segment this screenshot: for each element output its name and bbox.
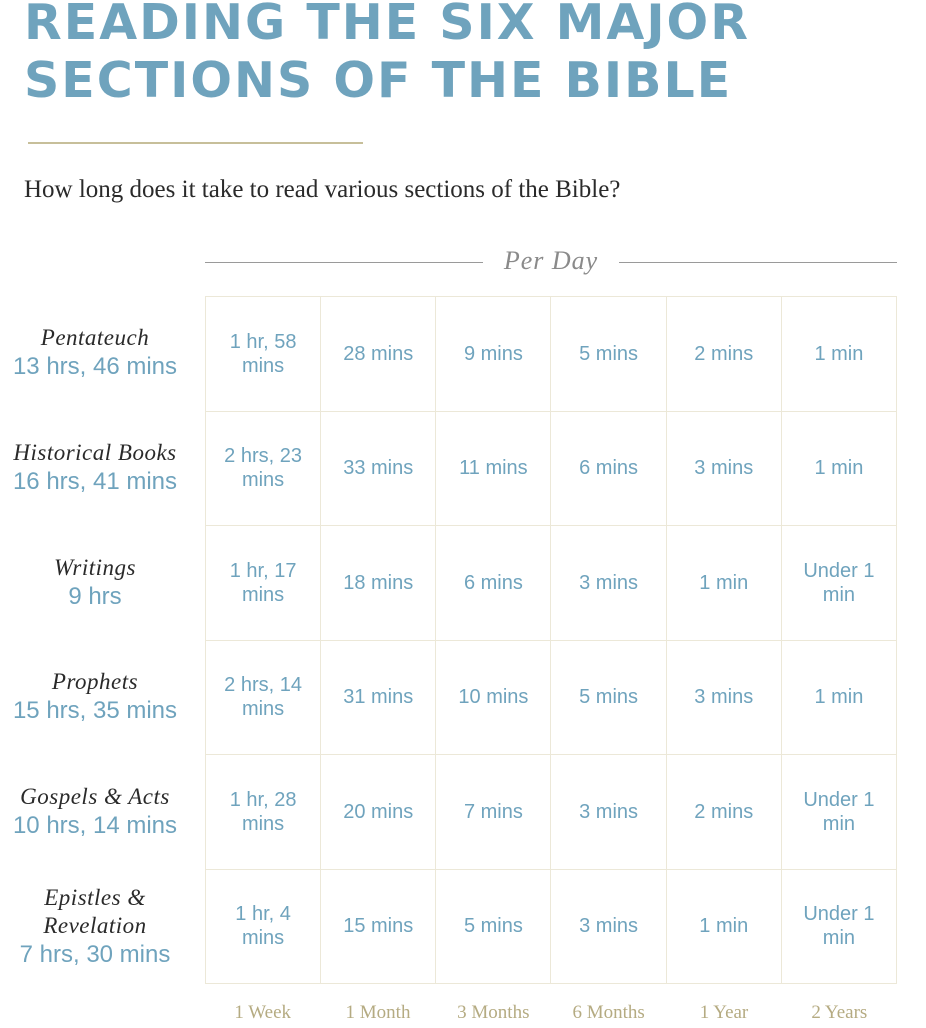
- section-total-time: 9 hrs: [68, 582, 122, 610]
- time-cell: 1 min: [782, 297, 897, 412]
- row-label: [0, 755, 190, 870]
- column-labels: [205, 1002, 897, 1028]
- section-name: Epistles & Revelation: [43, 884, 147, 938]
- time-cell: 1 min: [667, 870, 782, 985]
- title-line-2: SECTIONS OF THE BIBLE: [24, 52, 733, 109]
- row-label: [0, 869, 190, 984]
- column-label: 2 Years: [811, 1002, 868, 1023]
- section-total-time: 13 hrs, 46 mins: [12, 353, 178, 381]
- time-cell: 18 mins: [321, 526, 436, 641]
- section-name: Gospels & Acts: [20, 784, 170, 810]
- time-cell: 1 min: [782, 412, 897, 527]
- section-total-time: 7 hrs, 30 mins: [19, 940, 171, 968]
- time-cell: Under 1 min: [782, 870, 897, 985]
- time-cell: 33 mins: [321, 412, 436, 527]
- time-cell: 3 mins: [551, 755, 666, 870]
- time-cell: 1 min: [782, 641, 897, 756]
- row-labels: [0, 296, 190, 984]
- row-label: [0, 296, 190, 411]
- time-cell: 1 hr, 28 mins: [206, 755, 321, 870]
- time-cell: 3 mins: [667, 412, 782, 527]
- time-cell: 1 hr, 58 mins: [206, 297, 321, 412]
- time-cell: 7 mins: [436, 755, 551, 870]
- section-total-time: 10 hrs, 14 mins: [12, 812, 178, 840]
- time-cell: 5 mins: [551, 641, 666, 756]
- time-cell: 1 min: [667, 526, 782, 641]
- time-cell: 2 mins: [667, 297, 782, 412]
- section-name: Historical Books: [13, 440, 177, 465]
- time-cell: 3 mins: [551, 870, 666, 985]
- row-label: [0, 525, 190, 640]
- subtitle: How long does it take to read various sections of the Bible?: [24, 176, 621, 203]
- time-cell: 2 mins: [667, 755, 782, 870]
- time-cell: 28 mins: [321, 297, 436, 412]
- section-total-time: 15 hrs, 35 mins: [12, 697, 178, 725]
- column-label: 1 Year: [699, 1002, 749, 1023]
- section-name: Pentateuch: [40, 325, 150, 351]
- reading-time-grid: [205, 296, 897, 984]
- column-group-line-right: [619, 262, 897, 263]
- time-cell: 10 mins: [436, 641, 551, 756]
- row-label: [0, 640, 190, 755]
- column-label: 1 Week: [234, 1002, 291, 1023]
- column-label: 6 Months: [572, 1002, 645, 1023]
- column-label: 3 Months: [457, 1002, 530, 1023]
- time-cell: Under 1 min: [782, 526, 897, 641]
- section-total-time: 16 hrs, 41 mins: [12, 468, 178, 495]
- title-line-1: READING THE SIX MAJOR: [24, 0, 750, 51]
- column-label: 1 Month: [345, 1002, 411, 1023]
- column-group-header: [205, 246, 897, 278]
- time-cell: 1 hr, 17 mins: [206, 526, 321, 641]
- section-name: Prophets: [51, 669, 139, 695]
- time-cell: 6 mins: [551, 412, 666, 527]
- column-group-label: Per Day: [503, 246, 599, 275]
- time-cell: 3 mins: [667, 641, 782, 756]
- page-title: [24, 0, 750, 110]
- title-divider: [28, 142, 363, 144]
- time-cell: 5 mins: [551, 297, 666, 412]
- section-name: Writings: [54, 554, 136, 580]
- time-cell: Under 1 min: [782, 755, 897, 870]
- row-label: [0, 411, 190, 526]
- time-cell: 1 hr, 4 mins: [206, 870, 321, 985]
- time-cell: 15 mins: [321, 870, 436, 985]
- time-cell: 9 mins: [436, 297, 551, 412]
- time-cell: 6 mins: [436, 526, 551, 641]
- time-cell: 5 mins: [436, 870, 551, 985]
- time-cell: 20 mins: [321, 755, 436, 870]
- time-cell: 3 mins: [551, 526, 666, 641]
- time-cell: 31 mins: [321, 641, 436, 756]
- time-cell: 2 hrs, 23 mins: [206, 412, 321, 527]
- time-cell: 2 hrs, 14 mins: [206, 641, 321, 756]
- time-cell: 11 mins: [436, 412, 551, 527]
